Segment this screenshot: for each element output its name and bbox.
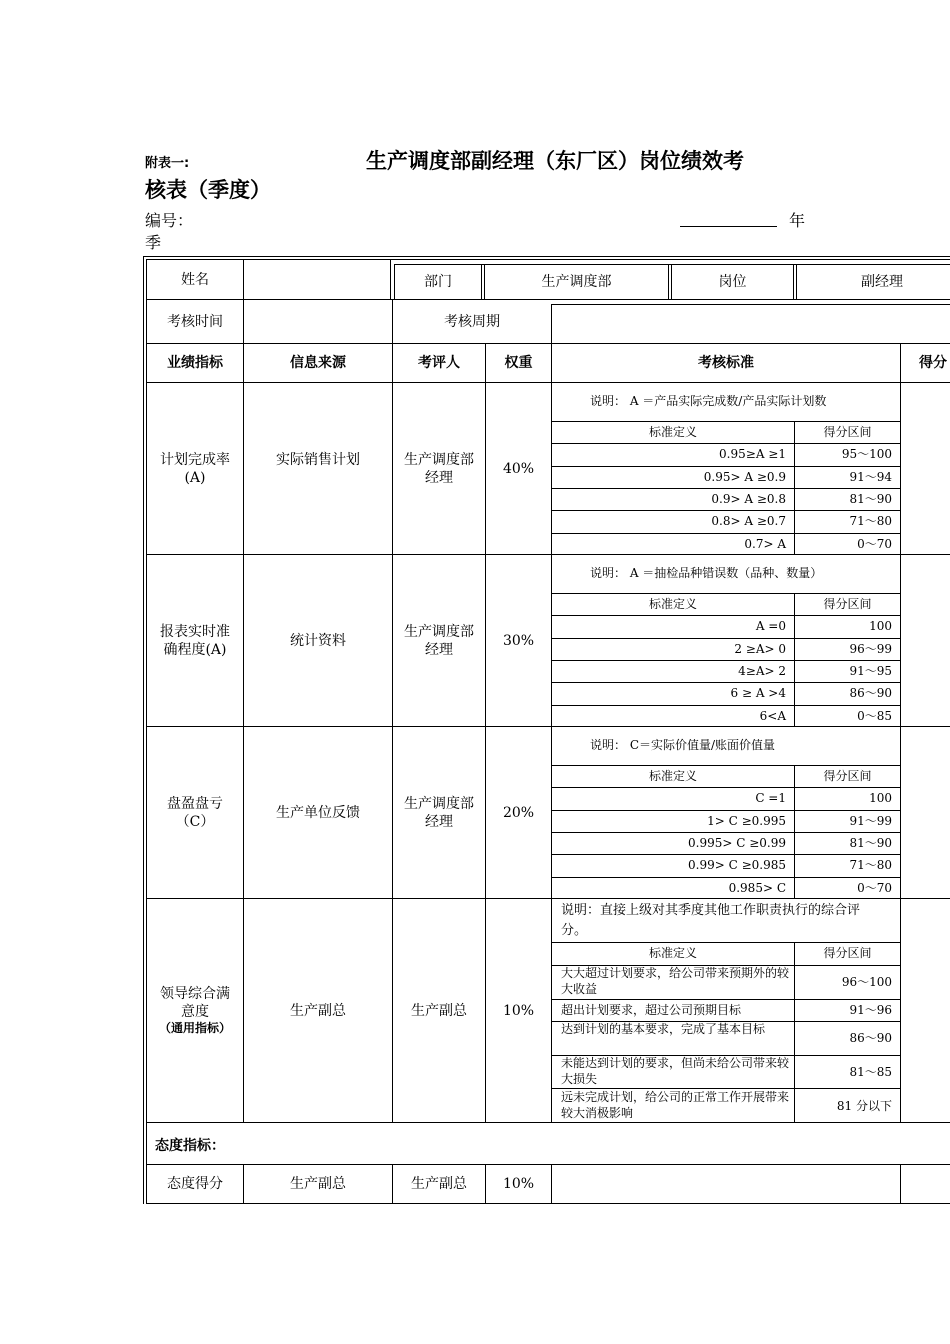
number-label: 编号：: [145, 211, 194, 230]
std-def: 远未完成计划，给公司的正常工作开展带来较大消极影响: [561, 1090, 790, 1120]
std-def: 未能达到计划的要求，但尚未给公司带来较大损失: [561, 1056, 790, 1086]
page-title-cont: 核表（季度）: [145, 178, 271, 202]
indicator-note: 说明：直接上级对其季度其他工作职责执行的综合评分。: [561, 903, 861, 938]
name-label: 姓名: [181, 272, 209, 288]
dept-label: 部门: [424, 274, 452, 290]
std-def: 2 ≥A> 0: [734, 642, 786, 656]
indicator-weight: 30%: [502, 632, 535, 649]
indicator-note: 说明： A ＝抽检品种错误数（品种、数量）: [590, 566, 823, 580]
std-score-header: 得分区间: [823, 597, 872, 611]
std-score: 0～85: [857, 709, 892, 723]
std-score: 91～99: [849, 814, 892, 828]
std-score: 0～70: [857, 881, 892, 895]
std-def-header: 标准定义: [648, 597, 697, 611]
std-def: 达到计划的基本要求，完成了基本目标: [561, 1022, 766, 1036]
indicator-name: 报表实时准确程度(A): [160, 623, 230, 658]
col-weight: 权重: [504, 355, 533, 371]
col-score: 得分: [919, 355, 947, 371]
col-indicator: 业绩指标: [167, 355, 223, 371]
indicator-rater: 生产调度部经理: [404, 795, 474, 830]
std-def: 6<A: [759, 709, 786, 723]
indicator-name: 盘盈盘亏（C）: [167, 795, 223, 830]
std-def: 0.8> A ≥0.7: [711, 514, 786, 528]
page-title: 生产调度部副经理（东厂区）岗位绩效考: [366, 149, 744, 173]
std-def: 大大超过计划要求，给公司带来预期外的较大收益: [561, 966, 790, 996]
std-def: 0.985> C: [728, 881, 786, 895]
indicator-name: 领导综合满意度: [160, 986, 230, 1020]
indicator-rater: 生产副总: [411, 1002, 467, 1019]
indicator-rater: 生产调度部经理: [404, 451, 474, 486]
std-def: C =1: [755, 791, 786, 805]
indicator-name: 计划完成率(A): [160, 451, 230, 486]
std-score: 100: [869, 619, 892, 633]
indicator-note: 说明： A ＝产品实际完成数/产品实际计划数: [590, 394, 827, 408]
std-def: 0.995> C ≥0.99: [688, 836, 786, 850]
period-label: 考核周期: [444, 313, 500, 330]
post-value: 副经理: [861, 274, 903, 290]
indicator-name-extra: （通用指标）: [158, 1021, 231, 1035]
post-label: 岗位: [718, 274, 747, 290]
std-score: 95～100: [841, 447, 892, 461]
col-rater: 考评人: [418, 355, 460, 371]
year-label: 年: [789, 211, 806, 230]
std-score: 81～90: [849, 492, 892, 506]
std-score: 71～80: [849, 858, 892, 872]
std-def: 0.9> A ≥0.8: [711, 492, 786, 506]
std-score: 91～94: [849, 470, 892, 484]
indicator-weight: 40%: [502, 460, 535, 477]
std-score: 86～90: [849, 1031, 892, 1045]
indicator-name-group: [155, 899, 235, 1122]
std-score: 100: [869, 791, 892, 805]
std-def: 6 ≥ A >4: [730, 686, 786, 700]
std-score: 81 分以下: [836, 1099, 892, 1113]
assessment-table: [143, 256, 950, 1204]
col-source: 信息来源: [290, 355, 346, 371]
std-score: 81～90: [849, 836, 892, 850]
indicator-rater: 生产调度部经理: [404, 623, 474, 658]
std-def: 4≥A> 2: [738, 664, 786, 678]
col-standard: 考核标准: [698, 355, 754, 371]
indicator-source: 统计资料: [290, 632, 346, 649]
indicator-note: 说明： C＝实际价值量/账面价值量: [590, 738, 776, 752]
std-score-header: 得分区间: [823, 769, 872, 783]
std-def: A =0: [755, 619, 786, 633]
indicator-weight: 10%: [502, 1002, 535, 1019]
std-def: 1> C ≥0.995: [707, 814, 786, 828]
std-def: 0.99> C ≥0.985: [688, 858, 786, 872]
name-value[interactable]: [244, 265, 390, 299]
std-score: 91～96: [849, 1003, 892, 1017]
std-score-header: 得分区间: [823, 946, 872, 960]
std-def: 0.95> A ≥0.9: [703, 470, 786, 484]
attachment-label: 附表一:: [145, 156, 190, 171]
year-underline: [680, 226, 777, 227]
std-def-header: 标准定义: [648, 425, 697, 439]
attitude-source: 生产副总: [290, 1176, 346, 1192]
std-score: 96～100: [841, 975, 892, 989]
period-value[interactable]: [552, 305, 950, 343]
std-score: 96～99: [849, 642, 892, 656]
std-def: 0.95≥A ≥1: [719, 447, 786, 461]
std-score: 86～90: [849, 686, 892, 700]
attitude-rater: 生产副总: [411, 1176, 467, 1192]
std-def: 超出计划要求，超过公司预期目标: [561, 1003, 742, 1017]
indicator-weight: 20%: [502, 804, 535, 821]
indicator-source: 生产单位反馈: [276, 804, 360, 821]
time-value[interactable]: [244, 300, 392, 343]
time-label: 考核时间: [167, 313, 223, 330]
std-def-header: 标准定义: [648, 769, 697, 783]
attitude-name: 态度得分: [167, 1176, 223, 1192]
std-score: 71～80: [849, 514, 892, 528]
indicator-source: 实际销售计划: [276, 451, 360, 468]
std-score-header: 得分区间: [823, 425, 872, 439]
indicator-source: 生产副总: [290, 1002, 346, 1019]
quarter-label: 季: [145, 233, 162, 252]
std-score: 0～70: [857, 537, 892, 551]
std-def: 0.7> A: [744, 537, 786, 551]
std-score: 81～85: [849, 1065, 892, 1079]
std-score: 91～95: [849, 664, 892, 678]
std-def-header: 标准定义: [648, 946, 697, 960]
dept-value: 生产调度部: [541, 274, 612, 290]
attitude-section-label: 态度指标：: [155, 1138, 225, 1154]
attitude-weight: 10%: [502, 1176, 535, 1192]
